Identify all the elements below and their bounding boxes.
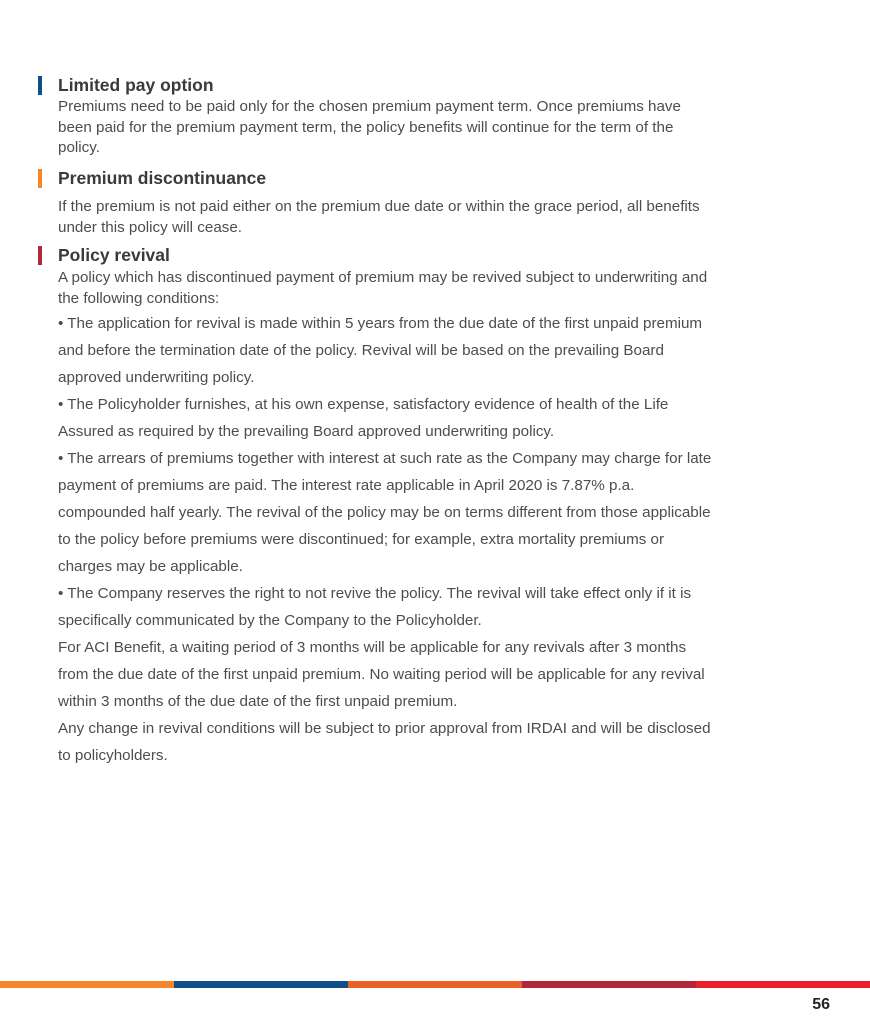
- heading-accent-bar: [38, 76, 42, 95]
- list-line: • The arrears of premiums together with interest at such rate as the Company may charge for late: [58, 450, 712, 467]
- body-line: If the premium is not paid either on the premium due date or within the grace period, all benefits: [58, 198, 700, 215]
- list-line: Any change in revival conditions will be subject to prior approval from IRDAI and will be disclosed: [58, 720, 711, 737]
- section-heading: [38, 167, 838, 189]
- list-line: within 3 months of the due date of the first unpaid premium.: [58, 693, 458, 710]
- list-line: payment of premiums are paid. The interest rate applicable in April 2020 is 7.87% p.a.: [58, 477, 635, 494]
- body-line: been paid for the premium payment term, the policy benefits will continue for the term of the: [58, 118, 674, 136]
- body-line: Premiums need to be paid only for the chosen premium payment term. Once premiums have: [58, 98, 681, 115]
- list-line: to policyholders.: [58, 747, 168, 764]
- heading-text: Premium discontinuance: [58, 168, 267, 188]
- list-line: to the policy before premiums were discontinued; for example, extra mortality premiums or: [58, 531, 665, 548]
- body-line: under this policy will cease.: [58, 218, 243, 236]
- footer-strip-segment: [522, 981, 696, 988]
- section-heading: [38, 244, 838, 266]
- section-body: [58, 197, 838, 238]
- section-heading: [38, 74, 838, 96]
- section-intro: [58, 268, 838, 309]
- heading-accent-bar: [38, 246, 42, 265]
- list-line: • The application for revival is made within 5 years from the due date of the first unpaid premium: [58, 315, 703, 332]
- list-line: specifically communicated by the Company to the Policyholder.: [58, 612, 482, 629]
- footer-color-strip: [0, 981, 870, 988]
- body-line: policy.: [58, 139, 100, 156]
- body-line: A policy which has discontinued payment of premium may be revived subject to underwriting and: [58, 269, 708, 286]
- list-line: • The Policyholder furnishes, at his own expense, satisfactory evidence of health of the Life: [58, 396, 669, 413]
- section-policy-revival: [38, 244, 838, 769]
- list-line: Assured as required by the prevailing Board approved underwriting policy.: [58, 423, 555, 440]
- footer-strip-segment: [0, 981, 174, 988]
- list-line: charges may be applicable.: [58, 558, 243, 575]
- footer-strip-segment: [348, 981, 522, 988]
- heading-accent-bar: [38, 169, 42, 188]
- section-body: [58, 97, 838, 159]
- section-premium-discontinuance: [38, 167, 838, 238]
- list-line: • The Company reserves the right to not revive the policy. The revival will take effect only if it is: [58, 585, 692, 602]
- heading-text: Limited pay option: [58, 75, 214, 95]
- footer-strip-segment: [174, 981, 348, 988]
- list-line: compounded half yearly. The revival of the policy may be on terms different from those applicable: [58, 504, 711, 521]
- revival-conditions-list: [58, 310, 838, 769]
- list-line: and before the termination date of the policy. Revival will be based on the prevailing Board: [58, 342, 664, 359]
- list-line: from the due date of the first unpaid premium. No waiting period will be applicable for any revival: [58, 666, 705, 683]
- heading-text: Policy revival: [58, 245, 170, 265]
- page-number: 56: [812, 996, 830, 1013]
- list-line: approved underwriting policy.: [58, 369, 255, 386]
- list-line: For ACI Benefit, a waiting period of 3 months will be applicable for any revivals after 3 months: [58, 639, 687, 656]
- footer-strip-segment: [696, 981, 870, 988]
- body-line: the following conditions:: [58, 289, 220, 307]
- section-limited-pay-option: [38, 74, 838, 159]
